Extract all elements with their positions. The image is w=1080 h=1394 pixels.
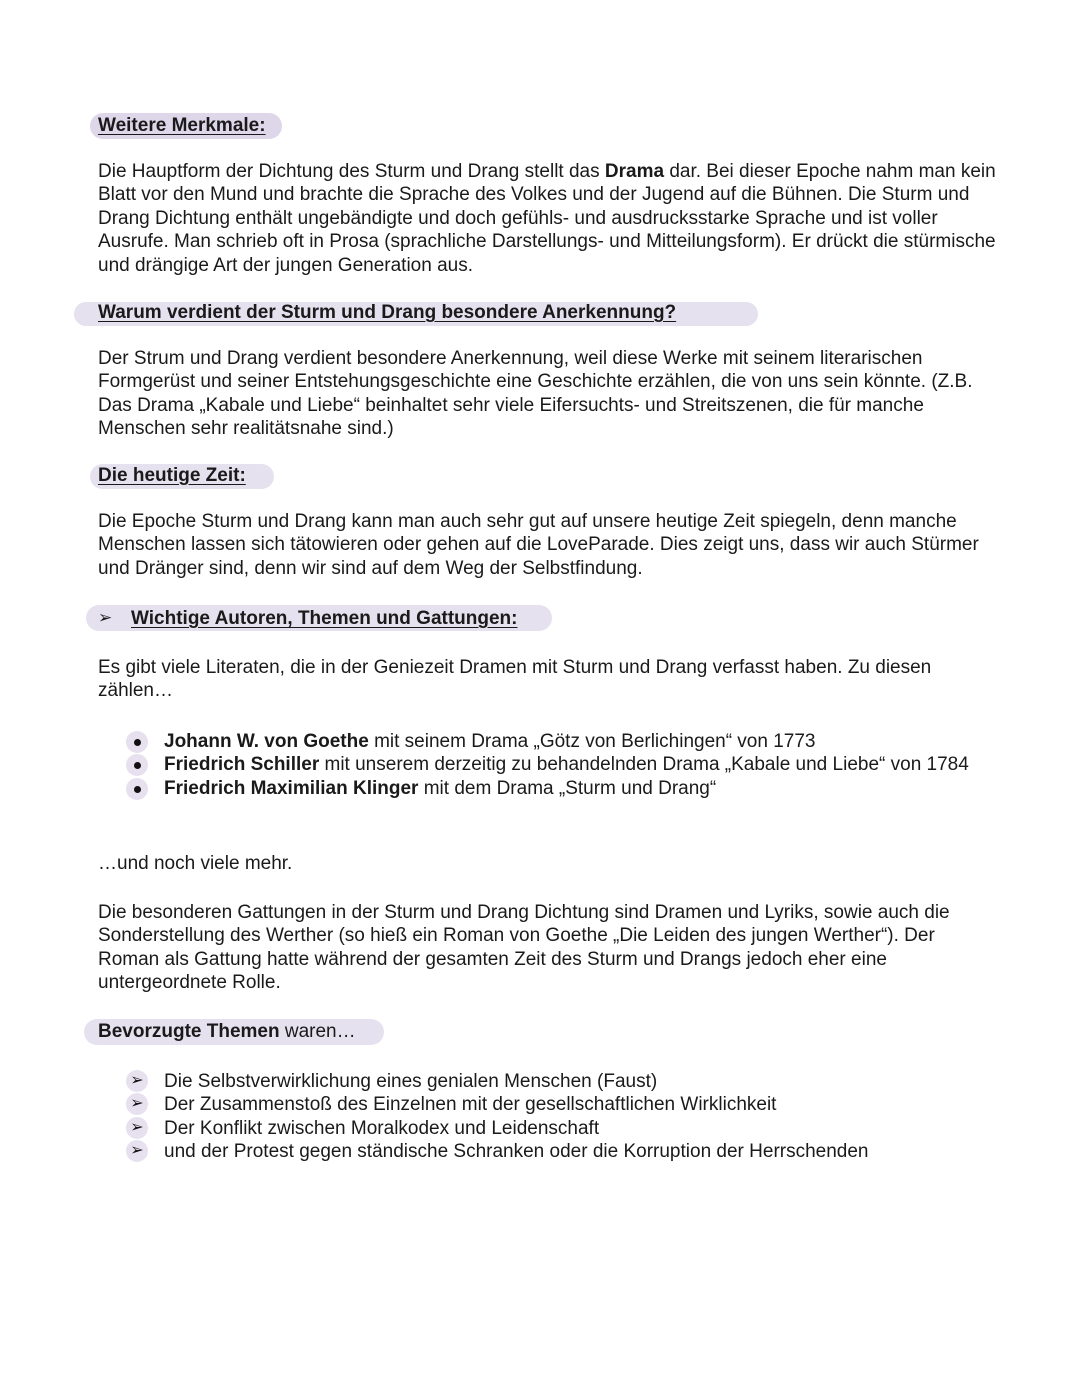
merkmale-text-post: dar. Bei dieser Epoche nahm man kein Blatt vor den Mund und brachte die Sprache des Volkes und der Jugend auf die Bühnen. Die Sturm und Drang Dichtung enthält ungebändigte und doch gefühls- und ausdrucksstarke Sprache und ist voller Ausrufe. Man schrieb oft in Prosa (sprachliche Darstellungs- und Mitteilungsform). Er drückt die stürmische und drängige Art der jungen Generation aus. (98, 161, 996, 276)
themen-heading-bold: Bevorzugte Themen (98, 1021, 280, 1042)
paragraph-more: …und noch viele mehr. (98, 853, 293, 874)
themen-heading-rest: waren… (279, 1021, 356, 1042)
authors-list (98, 730, 998, 800)
bullet-icon (126, 778, 148, 800)
arrow-bullet-icon: ➢ (126, 1093, 148, 1115)
merkmale-text-bold: Drama (604, 161, 665, 182)
heading-weitere-merkmale: Weitere Merkmale: (98, 115, 266, 136)
author-work: mit dem Drama „Sturm und Drang“ (418, 777, 717, 799)
author-name: Friedrich Schiller (164, 754, 320, 776)
paragraph-merkmale (98, 160, 998, 277)
author-work: mit unserem derzeitig zu behandelnden Drama „Kabale und Liebe“ von 1784 (319, 754, 969, 776)
list-item (98, 777, 998, 800)
list-item (98, 753, 984, 776)
list-item (98, 1117, 998, 1140)
heading-anerkennung: Warum verdient der Sturm und Drang besondere Anerkennung? (98, 302, 677, 323)
heading-themen (98, 1020, 356, 1044)
list-item (98, 1093, 998, 1116)
list-item (98, 1070, 998, 1093)
arrow-icon: ➢ (98, 608, 113, 627)
paragraph-gattungen: Die besonderen Gattungen in der Sturm und Drang Dichtung sind Dramen und Lyriks, sowie auch die Sonderstellung des Werther (so hieß ein Roman von Goethe „Die Leiden des jungen Werther“). Der Roman als Gattung hatte während der gesamten Zeit des Sturm und Drangs jedoch eher eine untergeordnete Rolle. (98, 902, 950, 994)
bullet-icon (126, 754, 148, 776)
merkmale-text-pre: Die Hauptform der Dichtung des Sturm und Drang stellt das (98, 161, 605, 182)
paragraph-autoren-intro: Es gibt viele Literaten, die in der Geniezeit Dramen mit Sturm und Drang verfasst haben. Zu diesen zählen… (98, 657, 932, 702)
arrow-bullet-icon: ➢ (126, 1117, 148, 1139)
list-item (98, 730, 998, 753)
paragraph-anerkennung: Der Strum und Drang verdient besondere Anerkennung, weil diese Werke mit seinem literarischen Formgerüst und seiner Entstehungsgeschichte eine Geschichte erzählen, die von uns sein könnte. (Z.B. Das Drama „Kabale und Liebe“ beinhaltet sehr viele Eifersuchts- und Streitszenen, die für manche Menschen sehr realitätsnahe sind.) (98, 348, 973, 440)
theme-text: Der Konflikt zwischen Moralkodex und Leidenschaft (164, 1117, 600, 1139)
author-work: mit seinem Drama „Götz von Berlichingen“ von 1773 (368, 731, 816, 752)
bullet-icon (126, 731, 148, 753)
themes-list (98, 1070, 998, 1164)
arrow-bullet-icon: ➢ (126, 1070, 148, 1092)
heading-heutige-zeit: Die heutige Zeit: (98, 465, 246, 486)
heading-autoren: Wichtige Autoren, Themen und Gattungen: (131, 608, 518, 629)
author-name: Johann W. von Goethe (164, 731, 369, 752)
theme-text: Der Zusammenstoß des Einzelnen mit der gesellschaftlichen Wirklichkeit (164, 1094, 777, 1116)
theme-text: und der Protest gegen ständische Schranken oder die Korruption der Herrschenden (164, 1141, 869, 1163)
list-item (98, 1140, 998, 1163)
arrow-bullet-icon: ➢ (126, 1140, 148, 1162)
theme-text: Die Selbstverwirklichung eines genialen Menschen (Faust) (164, 1071, 658, 1092)
paragraph-heutige-zeit: Die Epoche Sturm und Drang kann man auch sehr gut auf unsere heutige Zeit spiegeln, denn manche Menschen lassen sich tätowieren oder gehen auf die LoveParade. Dies zeigt uns, dass wir auch Stürmer und Dränger sind, denn wir sind auf dem Weg der Selbstfindung. (98, 511, 979, 579)
author-name: Friedrich Maximilian Klinger (164, 777, 419, 799)
